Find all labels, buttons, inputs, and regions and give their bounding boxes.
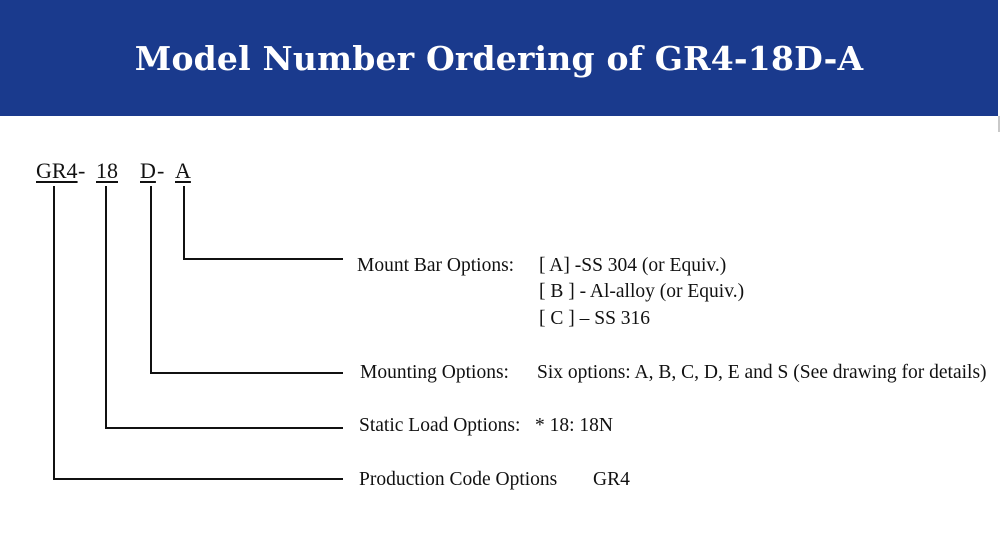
code-separator-2: - [157, 158, 165, 183]
mounting-options-label: Mounting Options: [360, 362, 509, 383]
page-title: Model Number Ordering of GR4-18D-A [134, 38, 864, 78]
connector-18-vertical [105, 186, 107, 429]
connector-18-horizontal [105, 427, 343, 429]
connector-a-horizontal [183, 258, 343, 260]
static-load-options-value: * 18: 18N [535, 415, 613, 436]
code-part-gr4: GR4 [36, 158, 78, 183]
production-code-options-value: GR4 [593, 469, 630, 490]
static-load-options-label: Static Load Options: [359, 415, 521, 436]
code-part-d: D [140, 158, 156, 183]
production-code-options-label: Production Code Options [359, 469, 558, 490]
code-part-a: A [175, 158, 191, 183]
code-part-18: 18 [96, 158, 118, 183]
mount-bar-options-label: Mount Bar Options: [357, 255, 515, 276]
mounting-options-value: Six options: A, B, C, D, E and S (See drawing for details) [537, 362, 987, 383]
mount-bar-option-a: [ A] -SS 304 (or Equiv.) [539, 255, 727, 276]
mount-bar-option-c: [ C ] – SS 316 [539, 308, 651, 329]
connector-gr4-horizontal [53, 478, 343, 480]
title-banner [0, 0, 998, 116]
connector-a-vertical [183, 186, 185, 260]
connector-d-vertical [150, 186, 152, 374]
mount-bar-option-b: [ B ] - Al-alloy (or Equiv.) [539, 281, 745, 302]
code-separator-1: - [78, 158, 86, 183]
connector-gr4-vertical [53, 186, 55, 480]
connector-d-horizontal [150, 372, 343, 374]
